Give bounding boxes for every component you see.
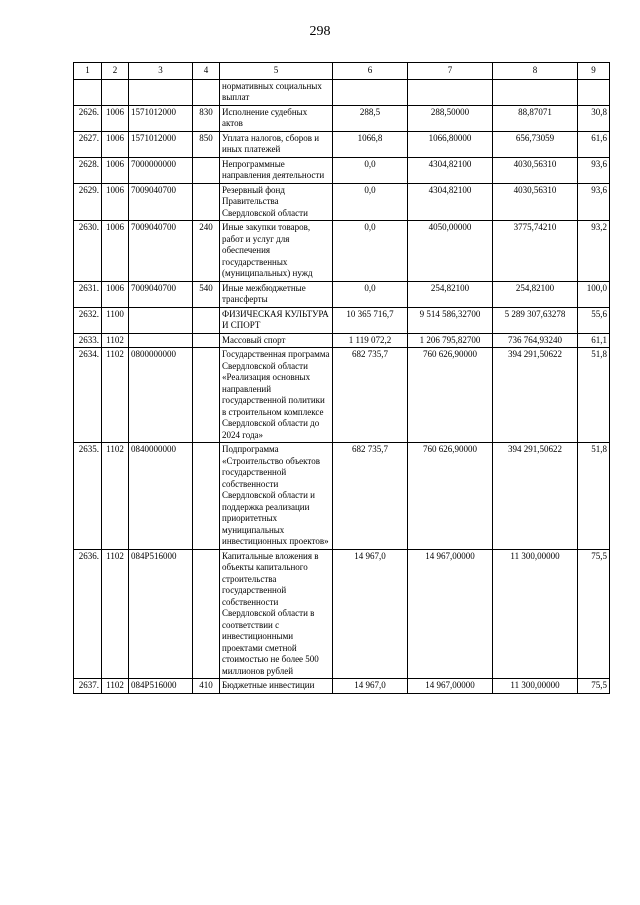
row-number: 2637. (74, 679, 102, 694)
executed-amount (493, 79, 578, 105)
row-number: 2634. (74, 348, 102, 443)
expense-type-code: 240 (193, 221, 220, 282)
header-cell: 3 (129, 63, 193, 80)
expense-type-code (193, 549, 220, 679)
table-row (74, 183, 610, 221)
revised-amount: 4304,82100 (408, 157, 493, 183)
executed-amount: 736 764,93240 (493, 333, 578, 348)
approved-amount: 10 365 716,7 (333, 307, 408, 333)
executed-amount: 3775,74210 (493, 221, 578, 282)
approved-amount: 1066,8 (333, 131, 408, 157)
section-code: 1100 (102, 307, 129, 333)
section-code: 1102 (102, 549, 129, 679)
execution-percent: 93,6 (578, 183, 610, 221)
item-name: Иные межбюджетные трансферты (220, 281, 333, 307)
approved-amount: 0,0 (333, 183, 408, 221)
revised-amount: 14 967,00000 (408, 549, 493, 679)
approved-amount: 0,0 (333, 221, 408, 282)
header-cell: 9 (578, 63, 610, 80)
execution-percent: 100,0 (578, 281, 610, 307)
revised-amount: 1 206 795,82700 (408, 333, 493, 348)
expense-type-code: 540 (193, 281, 220, 307)
header-row (74, 63, 610, 80)
executed-amount: 4030,56310 (493, 183, 578, 221)
header-cell: 1 (74, 63, 102, 80)
section-code: 1006 (102, 281, 129, 307)
section-code: 1102 (102, 333, 129, 348)
target-article-code: 1571012000 (129, 131, 193, 157)
revised-amount: 4304,82100 (408, 183, 493, 221)
section-code: 1102 (102, 443, 129, 550)
target-article-code: 1571012000 (129, 105, 193, 131)
section-code: 1006 (102, 105, 129, 131)
expense-type-code (193, 307, 220, 333)
expense-type-code (193, 443, 220, 550)
execution-percent: 93,2 (578, 221, 610, 282)
item-name: Уплата налогов, сборов и иных платежей (220, 131, 333, 157)
expense-type-code (193, 333, 220, 348)
executed-amount: 88,87071 (493, 105, 578, 131)
table-row (74, 105, 610, 131)
approved-amount (333, 79, 408, 105)
table-body (74, 79, 610, 693)
header-cell: 2 (102, 63, 129, 80)
row-number: 2627. (74, 131, 102, 157)
execution-percent: 30,8 (578, 105, 610, 131)
section-code: 1006 (102, 157, 129, 183)
execution-percent: 51,8 (578, 348, 610, 443)
execution-percent (578, 79, 610, 105)
execution-percent: 61,1 (578, 333, 610, 348)
target-article-code: 084P516000 (129, 679, 193, 694)
row-number: 2626. (74, 105, 102, 131)
section-code: 1102 (102, 679, 129, 694)
expense-type-code (193, 348, 220, 443)
revised-amount (408, 79, 493, 105)
header-cell: 6 (333, 63, 408, 80)
item-name: ФИЗИЧЕСКАЯ КУЛЬТУРА И СПОРТ (220, 307, 333, 333)
section-code: 1006 (102, 183, 129, 221)
approved-amount: 0,0 (333, 281, 408, 307)
target-article-code: 7009040700 (129, 281, 193, 307)
header-cell: 8 (493, 63, 578, 80)
expense-type-code (193, 79, 220, 105)
target-article-code (129, 307, 193, 333)
expense-type-code: 830 (193, 105, 220, 131)
budget-table (73, 62, 610, 694)
table-row (74, 307, 610, 333)
execution-percent: 55,6 (578, 307, 610, 333)
section-code (102, 79, 129, 105)
table-row (74, 157, 610, 183)
row-number: 2630. (74, 221, 102, 282)
executed-amount: 11 300,00000 (493, 679, 578, 694)
approved-amount: 288,5 (333, 105, 408, 131)
execution-percent: 93,6 (578, 157, 610, 183)
table-row (74, 443, 610, 550)
table-row (74, 79, 610, 105)
header-cell: 7 (408, 63, 493, 80)
item-name: нормативных социальных выплат (220, 79, 333, 105)
expense-type-code: 410 (193, 679, 220, 694)
row-number (74, 79, 102, 105)
table-row (74, 679, 610, 694)
executed-amount: 394 291,50622 (493, 348, 578, 443)
approved-amount: 0,0 (333, 157, 408, 183)
executed-amount: 4030,56310 (493, 157, 578, 183)
table-row (74, 281, 610, 307)
target-article-code: 7009040700 (129, 221, 193, 282)
header-cell: 4 (193, 63, 220, 80)
execution-percent: 51,8 (578, 443, 610, 550)
expense-type-code (193, 183, 220, 221)
revised-amount: 4050,00000 (408, 221, 493, 282)
target-article-code: 0840000000 (129, 443, 193, 550)
execution-percent: 61,6 (578, 131, 610, 157)
approved-amount: 1 119 072,2 (333, 333, 408, 348)
executed-amount: 656,73059 (493, 131, 578, 157)
revised-amount: 14 967,00000 (408, 679, 493, 694)
row-number: 2635. (74, 443, 102, 550)
executed-amount: 5 289 307,63278 (493, 307, 578, 333)
revised-amount: 1066,80000 (408, 131, 493, 157)
revised-amount: 760 626,90000 (408, 348, 493, 443)
table-row (74, 221, 610, 282)
item-name: Бюджетные инвестиции (220, 679, 333, 694)
page-number: 298 (309, 24, 331, 39)
row-number: 2631. (74, 281, 102, 307)
target-article-code (129, 79, 193, 105)
section-code: 1006 (102, 131, 129, 157)
execution-percent: 75,5 (578, 549, 610, 679)
row-number: 2628. (74, 157, 102, 183)
table-row (74, 333, 610, 348)
execution-percent: 75,5 (578, 679, 610, 694)
expense-type-code (193, 157, 220, 183)
item-name: Массовый спорт (220, 333, 333, 348)
item-name: Резервный фонд Правительства Свердловской области (220, 183, 333, 221)
table-row (74, 348, 610, 443)
table-row (74, 549, 610, 679)
table-row (74, 131, 610, 157)
expense-type-code: 850 (193, 131, 220, 157)
item-name: Государственная программа Свердловской области «Реализация основных направлений государственной политики в строительном комплексе Свердловской области до 2024 года» (220, 348, 333, 443)
target-article-code: 0800000000 (129, 348, 193, 443)
target-article-code: 7009040700 (129, 183, 193, 221)
target-article-code: 084P516000 (129, 549, 193, 679)
approved-amount: 14 967,0 (333, 679, 408, 694)
executed-amount: 11 300,00000 (493, 549, 578, 679)
target-article-code (129, 333, 193, 348)
row-number: 2632. (74, 307, 102, 333)
item-name: Иные закупки товаров, работ и услуг для обеспечения государственных (муниципальных) нужд (220, 221, 333, 282)
row-number: 2633. (74, 333, 102, 348)
target-article-code: 7000000000 (129, 157, 193, 183)
approved-amount: 682 735,7 (333, 443, 408, 550)
revised-amount: 9 514 586,32700 (408, 307, 493, 333)
executed-amount: 254,82100 (493, 281, 578, 307)
approved-amount: 14 967,0 (333, 549, 408, 679)
item-name: Подпрограмма «Строительство объектов государственной собственности Свердловской области и поддержка реализации приоритетных муниципальных инвестиционных проектов» (220, 443, 333, 550)
executed-amount: 394 291,50622 (493, 443, 578, 550)
header-cell: 5 (220, 63, 333, 80)
item-name: Капитальные вложения в объекты капитального строительства государственной собственности Свердловской области в соответствии с инвестиционными проектами сметной стоимостью не более 500 миллионов рублей (220, 549, 333, 679)
revised-amount: 288,50000 (408, 105, 493, 131)
revised-amount: 254,82100 (408, 281, 493, 307)
row-number: 2629. (74, 183, 102, 221)
item-name: Непрограммные направления деятельности (220, 157, 333, 183)
section-code: 1102 (102, 348, 129, 443)
item-name: Исполнение судебных актов (220, 105, 333, 131)
revised-amount: 760 626,90000 (408, 443, 493, 550)
section-code: 1006 (102, 221, 129, 282)
row-number: 2636. (74, 549, 102, 679)
approved-amount: 682 735,7 (333, 348, 408, 443)
